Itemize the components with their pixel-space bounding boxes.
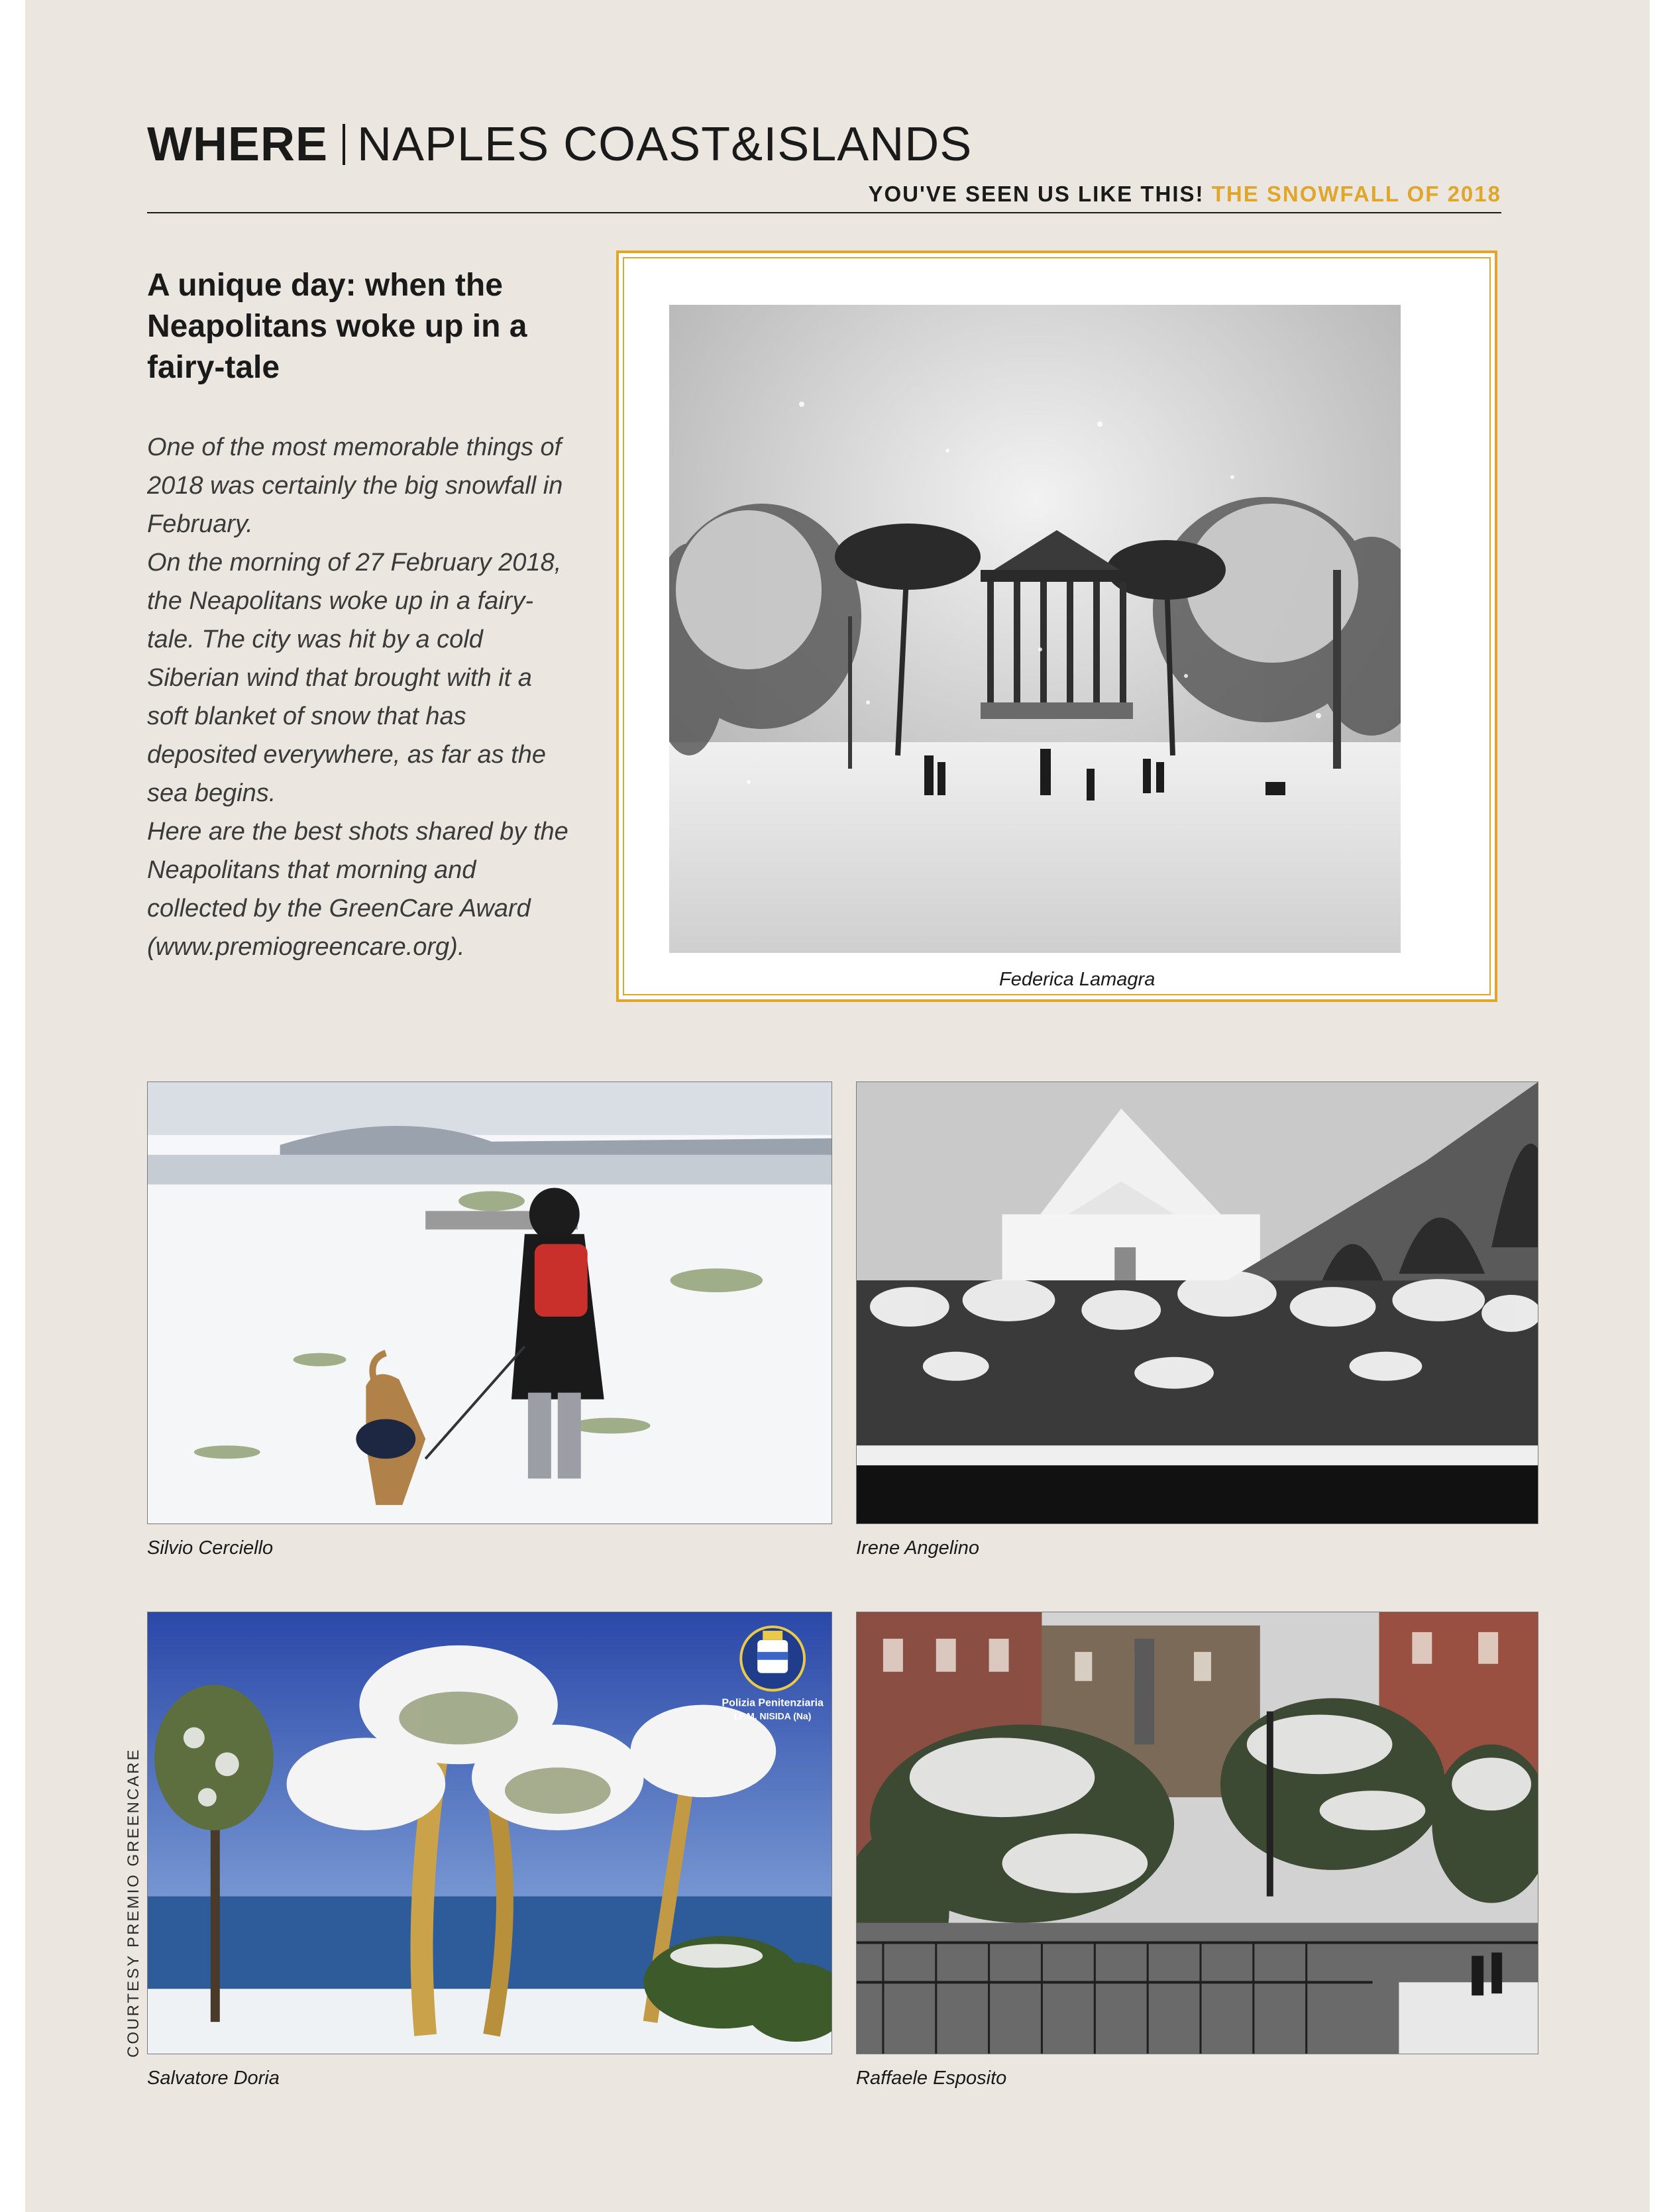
section-header	[147, 111, 972, 178]
header-subtitle	[868, 182, 1501, 207]
header-separator	[343, 124, 345, 165]
featured-caption: Federica Lamagra	[999, 969, 1155, 990]
header-where: WHERE	[147, 118, 328, 171]
subtitle-accent: THE SNOWFALL OF 2018	[1211, 182, 1501, 206]
photo-credit: COURTESY PREMIO GREENCARE	[125, 1747, 142, 2058]
emblem-text-line2: I.P.M. NISIDA (Na)	[733, 1710, 812, 1722]
photo-caption: Irene Angelino	[856, 1537, 979, 1559]
police-emblem-icon	[741, 1627, 804, 1690]
emblem-text-line1: Polizia Penitenziaria	[722, 1697, 824, 1709]
photo-irene-angelino	[856, 1081, 1538, 1524]
photo-caption: Raffaele Esposito	[856, 2068, 1007, 2089]
article-paragraph: One of the most memorable things of 2018 was certainly the big snowfall in February.	[147, 433, 563, 538]
featured-photo	[669, 305, 1401, 953]
photo-salvatore-doria	[147, 1612, 832, 2054]
subtitle-lead: YOU'VE SEEN US LIKE THIS!	[868, 182, 1205, 206]
header-section: NAPLES COAST&ISLANDS	[357, 118, 973, 171]
photo-silvio-cerciello	[147, 1081, 832, 1524]
photo-caption: Silvio Cerciello	[147, 1537, 274, 1559]
photo-raffaele-esposito	[856, 1612, 1538, 2054]
article-title: A unique day: when the Neapolitans woke up in a fairy-tale	[147, 268, 527, 385]
header-rule	[147, 212, 1501, 213]
article-paragraph: Here are the best shots shared by the Neapolitans that morning and collected by the GreenCare Award (www.premiogreencare.org).	[147, 818, 568, 961]
photo-caption: Salvatore Doria	[147, 2068, 280, 2089]
article-body	[147, 428, 571, 966]
article-paragraph: On the morning of 27 February 2018, the Neapolitans woke up in a fairy-tale. The city was hit by a cold Siberian wind that brought with it a soft blanket of snow that has deposited everywhere, as far as the sea begins.	[147, 549, 562, 807]
